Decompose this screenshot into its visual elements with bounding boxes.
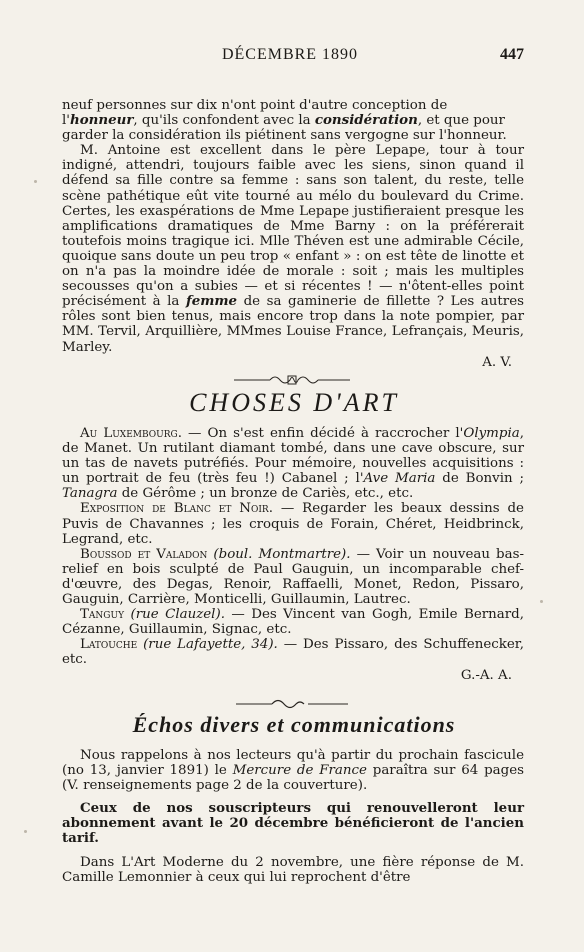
latouche-label: Latouche <box>80 637 138 653</box>
femme-word: femme <box>185 293 238 310</box>
review-text: l' <box>62 113 70 129</box>
ornament-divider <box>232 372 352 388</box>
tanguy-paragraph <box>62 607 524 637</box>
echos-heading: Échos divers et communications <box>132 712 456 737</box>
latouche-paragraph <box>62 637 524 667</box>
blanc-noir-label: Exposition de Blanc et Noir. <box>80 501 273 517</box>
echos-text: Nous rappelons à nos lecteurs qu'à partir du prochain fascicule (no 13, janvier 1891) le <box>62 748 524 779</box>
review-line-2 <box>62 113 524 128</box>
paper-speck <box>34 180 37 183</box>
latouche-address: (rue Lafayette, 34). <box>143 637 278 653</box>
tanagra-title: Tanagra <box>62 486 118 502</box>
luxembourg-paragraph <box>62 426 524 501</box>
ave-maria-title: Ave Maria <box>363 471 436 487</box>
choses-dart-section <box>62 426 524 683</box>
ornament-divider <box>232 696 352 712</box>
section-text: — On s'est enfin décidé à raccrocher l' <box>188 426 464 441</box>
echos-paragraph-2: Ceux de nos souscripteurs qui renouvelleront leur abonnement avant le 20 décembre bénéficieront de l'ancien tarif. <box>62 800 524 847</box>
section-text: de Gérôme ; un bronze de Cariès, etc., etc. <box>117 486 414 502</box>
review-line-3: garder la considération ils piétinent sans vergogne sur l'honneur. <box>62 128 507 144</box>
blanc-noir-paragraph <box>62 501 524 546</box>
consideration-word: considération <box>314 112 418 129</box>
section-text: , de Manet. Un rutilant diamant tombé, dans une cave obscure, sur un tas de navets putréfiés. Pour mémoire, nouvelles acquisitions : un portrait de feu (très feu !) Cabanel ; l' <box>62 426 524 487</box>
review-line-1: neuf personnes sur dix n'ont point d'autre conception de <box>62 98 448 113</box>
boussod-paragraph <box>62 547 524 607</box>
echos-paragraph-3: Dans L'Art Moderne du 2 novembre, une fière réponse de M. Camille Lemonnier à ceux qui lui reprochent d'être <box>62 854 524 885</box>
echos-text: paraîtra sur 64 pages (V. renseignements page 2 de la couverture). <box>62 763 524 794</box>
page-number: 447 <box>500 46 524 63</box>
olympia-title: Olympia <box>463 426 520 441</box>
paper-speck <box>24 830 27 833</box>
honneur-word: honneur <box>69 112 134 129</box>
theatre-review <box>62 98 524 370</box>
section-text: — Voir un nouveau bas-relief en bois sculpté de Paul Gauguin, un incomparable chef-d'œuvre, des Degas, Renoir, Raffaelli, Monet, Redon, Pissaro, Gauguin, Carrière, Monticelli, Guillaumin, Lautrec. <box>62 546 524 608</box>
running-header <box>56 46 524 68</box>
review-text: de sa gaminerie de fillette ? Les autres rôles sont bien tenus, mais encore trop dans la note pompier, par MM. Tervil, Arquillière, MMmes Louise France, Lefrançais, Meuris, Marley. <box>62 294 524 355</box>
section-text: de Bonvin ; <box>435 471 524 487</box>
art-signature: G.-A. A. <box>460 667 512 683</box>
luxembourg-label: Au Luxembourg. <box>80 426 182 441</box>
mercure-title: Mercure de France <box>232 763 367 779</box>
review-text: , qu'ils confondent avec la <box>133 113 315 129</box>
echos-paragraph-1 <box>62 748 524 793</box>
tanguy-address: (rue Clauzel). <box>130 607 225 623</box>
review-text: , et que pour <box>417 113 505 129</box>
section-text: — Regarder les beaux dessins de Puvis de Chavannes ; les croquis de Forain, Chéret, Heidbrinck, Legrand, etc. <box>62 501 524 547</box>
choses-dart-heading: CHOSES D'ART <box>189 388 399 417</box>
section-text: — Des Pissaro, des Schuffenecker, etc. <box>62 637 524 668</box>
review-paragraph-2 <box>62 143 524 354</box>
paper-speck <box>540 600 543 603</box>
boussod-label: Boussod et Valadon <box>80 546 208 562</box>
review-signature: A. V. <box>482 354 512 370</box>
header-title: DÉCEMBRE 1890 <box>221 46 359 63</box>
review-text: M. Antoine est excellent dans le père Lepape, tour à tour indigné, attendri, toujours faible avec les siens, sinon quand il défend sa fille contre sa femme : sans son talent, du reste, telle scène pathétique eût vite tourné au mélo du boulevard du Crime. Certes, les exaspérations de Mme Lepape justifieraient presque les amplifications dramatiques de Mme Barny : on la préférerait toutefois moins tragique ici. Mlle Théven est une admirable Cécile, quoique sans doute un peu trop « enfant » : on est tête de linotte et on n'a pas la moindre idée de morale : soit ; mais les multiples secousses qu'on a subies — et si récentes ! — n'ôtent-elles point précisément à la <box>62 143 524 310</box>
echos-section <box>62 748 524 885</box>
boussod-address: (boul. Montmartre). <box>213 546 351 562</box>
tanguy-label: Tanguy <box>80 607 125 623</box>
section-text: — Des Vincent van Gogh, Emile Bernard, Cézanne, Guillaumin, Signac, etc. <box>62 607 524 638</box>
